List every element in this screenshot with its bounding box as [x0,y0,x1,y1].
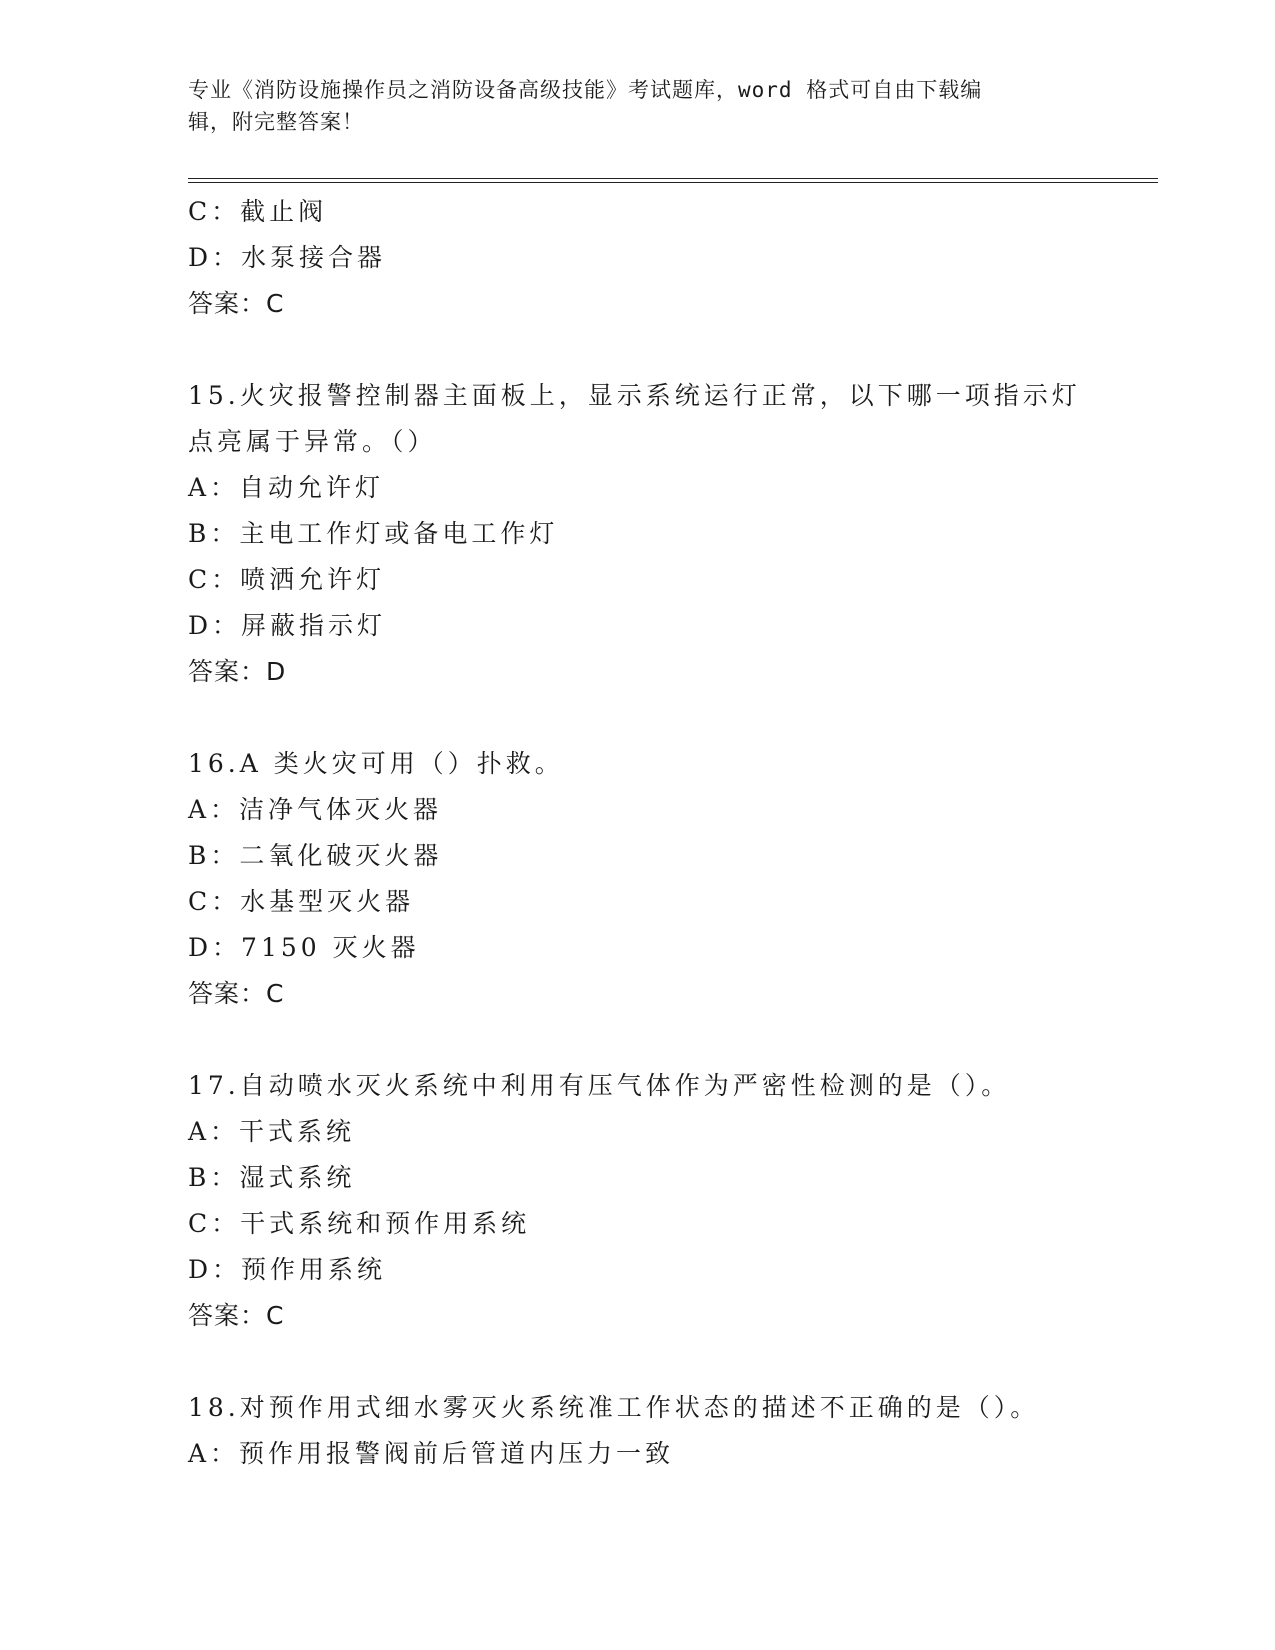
question-stem: 17.自动喷水灭火系统中利用有压气体作为严密性检测的是（）。 [188,1071,1011,1100]
option-d: D：7150 灭火器 [188,933,420,962]
option-c: C：干式系统和预作用系统 [188,1209,531,1238]
header-intro-line-2: 辑，附完整答案！ [188,110,364,134]
option-c: C：喷洒允许灯 [188,565,386,594]
spacer [188,1017,1088,1063]
option-a: A：洁净气体灭火器 [188,795,443,824]
option-d: D：屏蔽指示灯 [188,611,387,640]
option-a: A：预作用报警阀前后管道内压力一致 [188,1439,675,1468]
question-stem: 16.A 类火灾可用（）扑救。 [188,749,564,778]
question-15 [188,373,1088,695]
question-list [188,189,1088,1477]
answer: 答案：D [188,657,287,686]
question-stem: 18.对预作用式细水雾灭火系统准工作状态的描述不正确的是（）。 [188,1393,1040,1422]
question-14-tail [188,189,1088,327]
answer: 答案：C [188,1301,285,1330]
option-b: B：主电工作灯或备电工作灯 [188,519,559,548]
option-c: C：水基型灭火器 [188,887,415,916]
option-d: D：水泵接合器 [188,243,387,272]
answer: 答案：C [188,979,285,1008]
question-18 [188,1385,1088,1477]
option-c: C：截止阀 [188,197,328,226]
option-b: B：湿式系统 [188,1163,356,1192]
question-stem-line-2: 点亮属于异常。（） [188,427,437,456]
option-d: D：预作用系统 [188,1255,387,1284]
spacer [188,1339,1088,1385]
question-16 [188,741,1088,1017]
answer: 答案：C [188,289,285,318]
header-divider-bottom [188,182,1158,183]
header-intro-line-1: 专业《消防设施操作员之消防设备高级技能》考试题库，word 格式可自由下载编 [188,78,983,102]
spacer [188,327,1088,373]
option-a: A：干式系统 [188,1117,356,1146]
document-header [188,74,1068,138]
header-divider-top [188,178,1158,179]
option-b: B：二氧化破灭火器 [188,841,443,870]
option-a: A：自动允许灯 [188,473,385,502]
question-17 [188,1063,1088,1339]
question-stem-line-1: 15.火灾报警控制器主面板上，显示系统运行正常，以下哪一项指示灯 [188,381,1081,410]
spacer [188,695,1088,741]
